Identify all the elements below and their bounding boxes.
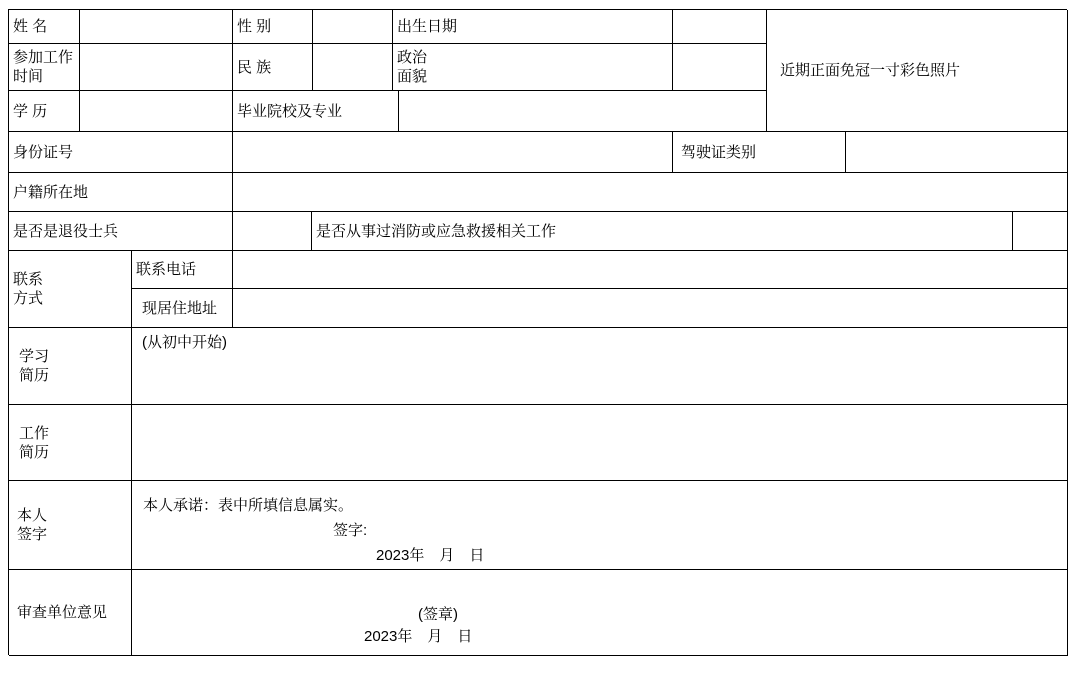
work-history-field[interactable]: [132, 405, 1068, 481]
work-start-field[interactable]: [80, 44, 233, 91]
contact-label: [9, 251, 132, 328]
driver-license-label-text: 驾驶证类别: [681, 143, 757, 161]
current-address-label: [132, 289, 233, 328]
political-status-field[interactable]: [673, 44, 767, 91]
phone-field[interactable]: [233, 251, 1068, 289]
political-status-label: [393, 44, 673, 91]
study-history-label-line1: 学习: [19, 348, 50, 365]
signature-promise-text: 本人承诺：表中所填信息属实。: [143, 497, 354, 514]
school-major-label: [233, 91, 399, 132]
ethnicity-label: [233, 44, 313, 91]
driver-license-label: [673, 132, 846, 173]
household-location-field[interactable]: [233, 173, 1068, 212]
gender-label: [233, 10, 313, 44]
review-seal-text: (签章): [418, 606, 458, 623]
signature-label: [9, 481, 132, 570]
education-label: [9, 91, 80, 132]
review-opinion-area[interactable]: [132, 570, 1068, 656]
veteran-label: [9, 212, 233, 251]
id-number-label-text: 身份证号: [13, 143, 74, 161]
name-field[interactable]: [80, 10, 233, 44]
current-address-field[interactable]: [233, 289, 1068, 328]
study-history-field[interactable]: [132, 328, 1068, 405]
education-label-text: 学 历: [13, 102, 48, 120]
birth-date-label: [393, 10, 673, 44]
review-unit-label-text: 审查单位意见: [17, 604, 108, 621]
review-unit-label: [9, 570, 132, 656]
work-history-label-line2: 简历: [19, 443, 50, 461]
signature-label-line2: 签字: [17, 526, 48, 543]
school-major-label-text: 毕业院校及专业: [237, 102, 343, 120]
study-history-label-line2: 简历: [19, 367, 50, 384]
phone-label: [132, 251, 233, 289]
veteran-field[interactable]: [233, 212, 312, 251]
education-field[interactable]: [80, 91, 233, 132]
ethnicity-field[interactable]: [313, 44, 393, 91]
signature-sign-label: 签字:: [333, 522, 368, 539]
contact-label-line2: 方式: [13, 290, 44, 307]
photo-note-text: 近期正面免冠一寸彩色照片: [780, 62, 961, 79]
political-status-label-line2: 面貌: [397, 68, 428, 85]
fire-experience-label: [312, 212, 1013, 251]
veteran-label-text: 是否是退役士兵: [13, 222, 119, 240]
ethnicity-label-text: 民 族: [237, 58, 272, 76]
id-number-field[interactable]: [233, 132, 673, 173]
signature-area[interactable]: [132, 481, 1068, 570]
fire-experience-label-text: 是否从事过消防或应急救援相关工作: [316, 222, 557, 240]
driver-license-field[interactable]: [846, 132, 1068, 173]
name-label-text: 姓 名: [13, 18, 48, 35]
work-start-label: [9, 44, 80, 91]
gender-field[interactable]: [313, 10, 393, 44]
study-history-label: [9, 328, 132, 405]
review-date-text: 2023年 月 日: [364, 628, 473, 645]
contact-label-line1: 联系: [13, 271, 44, 288]
id-number-label: [9, 132, 233, 173]
signature-label-line1: 本人: [17, 507, 48, 524]
photo-area[interactable]: [767, 10, 1068, 132]
political-status-label-line1: 政治: [397, 49, 428, 66]
work-history-label-line1: 工作: [19, 424, 50, 442]
signature-date-text: 2023年 月 日: [376, 547, 485, 564]
work-start-label-line2: 时间: [13, 68, 44, 85]
work-history-label: [9, 405, 132, 481]
study-hint-text: (从初中开始): [142, 334, 227, 351]
gender-label-text: 性 别: [237, 18, 272, 35]
school-major-field[interactable]: [399, 91, 767, 132]
household-location-label: [9, 173, 233, 212]
birth-date-field[interactable]: [673, 10, 767, 44]
household-location-label-text: 户籍所在地: [13, 183, 89, 201]
work-start-label-line1: 参加工作: [13, 49, 74, 66]
current-address-label-text: 现居住地址: [142, 299, 218, 317]
fire-experience-field[interactable]: [1013, 212, 1068, 251]
birth-date-label-text: 出生日期: [397, 18, 458, 35]
name-label: [9, 10, 80, 44]
phone-label-text: 联系电话: [136, 261, 197, 278]
application-form-table: [8, 9, 1067, 655]
